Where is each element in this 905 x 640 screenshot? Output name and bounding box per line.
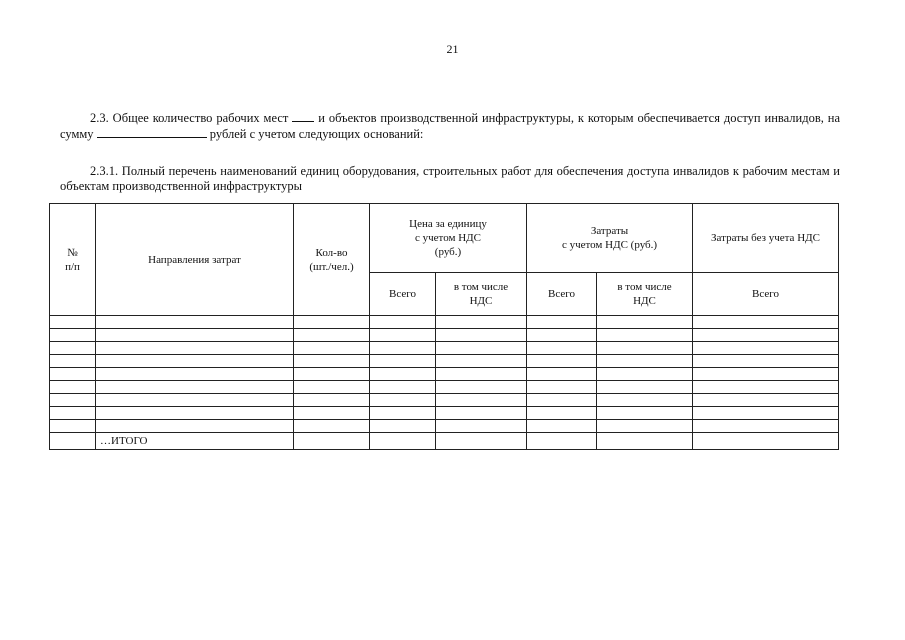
table-row: [50, 407, 839, 420]
table-cell: [597, 368, 693, 381]
table-cell: [436, 342, 527, 355]
table-cell: [597, 329, 693, 342]
table-cell: [693, 420, 839, 433]
total-row: [50, 433, 839, 450]
table-row: [50, 316, 839, 329]
table-cell: [597, 342, 693, 355]
table-cell: [693, 433, 839, 450]
table-cell: [527, 316, 597, 329]
table-row: [50, 355, 839, 368]
table-cell: [597, 407, 693, 420]
table-cell: [96, 381, 294, 394]
table-cell: [50, 394, 96, 407]
table-cell: [50, 355, 96, 368]
section-2-3-1-paragraph: 2.3.1. Полный перечень наименований единиц оборудования, строительных работ для обеспечения доступа инвалидов к рабочим местам и объектам производственной инфраструктуры: [60, 164, 840, 193]
workplaces-count-blank: [292, 110, 314, 122]
header-unit-price: Цена за единицу с учетом НДС (руб.): [370, 204, 527, 273]
table-cell: [436, 368, 527, 381]
table-cell: [96, 342, 294, 355]
table-cell: [597, 420, 693, 433]
table-cell: [294, 316, 370, 329]
table-cell: [50, 381, 96, 394]
table-cell: [527, 355, 597, 368]
table-cell: [370, 368, 436, 381]
header-costs-vat-vat: в том числе НДС: [597, 273, 693, 316]
table-cell: [527, 342, 597, 355]
table-cell: [527, 407, 597, 420]
table-row: [50, 381, 839, 394]
header-costs-without-vat: Затраты без учета НДС: [693, 204, 839, 273]
table-cell: [527, 368, 597, 381]
table-cell: [96, 316, 294, 329]
table-cell: [436, 407, 527, 420]
table-cell: [527, 329, 597, 342]
table-cell: [597, 316, 693, 329]
header-costs-no-vat-total: Всего: [693, 273, 839, 316]
table-cell: [370, 394, 436, 407]
table-cell: [436, 381, 527, 394]
table-cell: [527, 420, 597, 433]
table-cell: [50, 433, 96, 450]
table-cell: [294, 407, 370, 420]
table-row: [50, 420, 839, 433]
table-cell: [294, 433, 370, 450]
section-2-3-paragraph: [60, 110, 840, 142]
table-cell: [50, 329, 96, 342]
table-cell: [294, 329, 370, 342]
section-2-3-text-3: рублей с учетом следующих оснований:: [209, 127, 424, 141]
table-cell: [50, 420, 96, 433]
table-cell: [436, 394, 527, 407]
table-cell: [294, 355, 370, 368]
table-cell: [50, 316, 96, 329]
table-cell: [370, 355, 436, 368]
table-cell: [370, 342, 436, 355]
table-cell: [597, 355, 693, 368]
amount-blank: [97, 126, 207, 138]
table-cell: [96, 355, 294, 368]
table-cell: [693, 381, 839, 394]
table-cell: [597, 433, 693, 450]
table-cell: [96, 329, 294, 342]
table-cell: [597, 381, 693, 394]
table-cell: [294, 368, 370, 381]
table-row: [50, 394, 839, 407]
section-2-3-text-1: 2.3. Общее количество рабочих мест: [90, 111, 289, 125]
table-cell: [436, 420, 527, 433]
table-cell: [693, 342, 839, 355]
table-cell: [693, 394, 839, 407]
table-cell: [527, 381, 597, 394]
section-2-3-text-2: и объектов производственной инфраструктуры, к которым обеспечивается доступ инвалидов, на сумму: [60, 111, 841, 141]
table-cell: [50, 368, 96, 381]
table-cell: [294, 420, 370, 433]
table-cell: [597, 394, 693, 407]
table-cell: [294, 381, 370, 394]
header-costs-with-vat: Затраты с учетом НДС (руб.): [527, 204, 693, 273]
table-cell: [370, 420, 436, 433]
header-num: № п/п: [50, 204, 96, 316]
table-row: [50, 368, 839, 381]
table-cell: [96, 394, 294, 407]
table-cell: [693, 407, 839, 420]
table-body: [50, 316, 839, 450]
table-cell: [370, 329, 436, 342]
header-direction: Направления затрат: [96, 204, 294, 316]
table-cell: [436, 355, 527, 368]
table-cell: [294, 394, 370, 407]
table-cell: [96, 368, 294, 381]
table-cell: [693, 368, 839, 381]
table-cell: [96, 420, 294, 433]
header-quantity: Кол-во (шт./чел.): [294, 204, 370, 316]
table-cell: [436, 316, 527, 329]
table-cell: [370, 433, 436, 450]
header-costs-vat-total: Всего: [527, 273, 597, 316]
table-cell: [294, 342, 370, 355]
table-cell: [436, 433, 527, 450]
table-cell: [370, 381, 436, 394]
table-cell: [436, 329, 527, 342]
header-unit-price-total: Всего: [370, 273, 436, 316]
total-label: …ИТОГО: [96, 433, 294, 450]
table-row: [50, 329, 839, 342]
table-cell: [96, 407, 294, 420]
page-number: 21: [446, 42, 459, 56]
table-cell: [527, 433, 597, 450]
table-cell: [693, 329, 839, 342]
table-cell: [50, 342, 96, 355]
table-row: [50, 342, 839, 355]
table-cell: [693, 355, 839, 368]
table-cell: [50, 407, 96, 420]
costs-table: [49, 203, 839, 450]
table-cell: [370, 316, 436, 329]
header-unit-price-vat: в том числе НДС: [436, 273, 527, 316]
table-cell: [693, 316, 839, 329]
table-cell: [527, 394, 597, 407]
table-cell: [370, 407, 436, 420]
